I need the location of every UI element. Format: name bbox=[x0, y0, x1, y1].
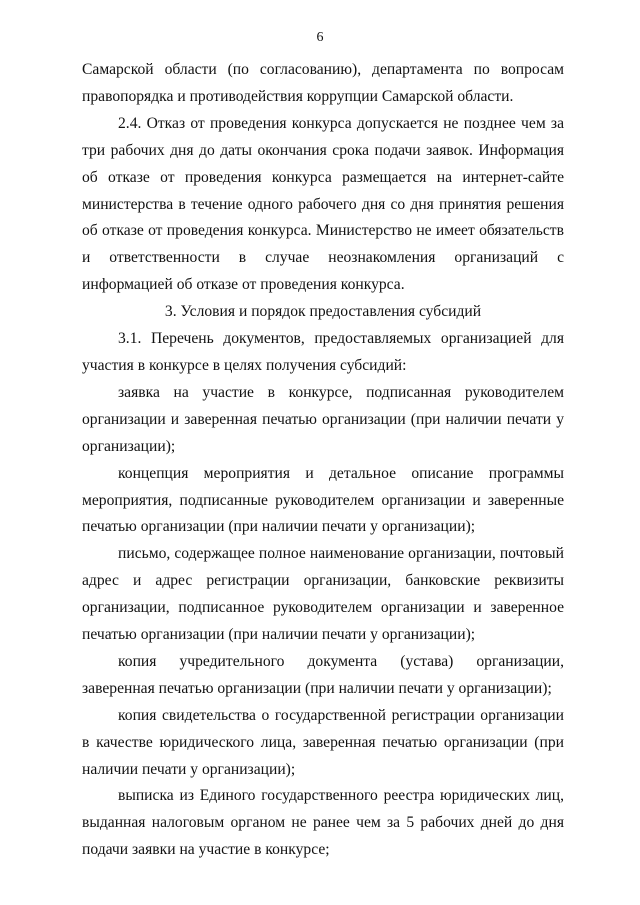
clause-2-4: 2.4. Отказ от проведения конкурса допускается не позднее чем за три рабочих дня до даты окончания срока подачи заявок. Информация об отказе от проведения конкурса размещается на интернет-сайте министерства в течение одного рабочего дня со дня принятия решения об отказе от проведения конкурса. Министерство не имеет обязательств и ответственности в случае неознакомления организаций с информацией об отказе от проведения конкурса. bbox=[82, 114, 564, 294]
document-body bbox=[82, 57, 564, 864]
list-item-registry-extract: выписка из Единого государственного реестра юридических лиц, выданная налоговым органом не ранее чем за 5 рабочих дней до дня подачи заявки на участие в конкурсе; bbox=[82, 787, 564, 859]
section-heading-3: 3. Условия и порядок предоставления субсидий bbox=[164, 303, 482, 321]
list-item-application: заявка на участие в конкурсе, подписанная руководителем организации и заверенная печатью организации (при наличии печати у организации); bbox=[82, 383, 564, 455]
page-number: 6 bbox=[316, 30, 324, 45]
list-item-concept: концепция мероприятия и детальное описание программы мероприятия, подписанные руководителем организации и заверенные печатью организации (при наличии печати у организации); bbox=[82, 464, 564, 536]
clause-3-1: 3.1. Перечень документов, предоставляемых организацией для участия в конкурсе в целях получения субсидий: bbox=[82, 330, 564, 374]
list-item-registration-copy: копия свидетельства о государственной регистрации организации в качестве юридического лица, заверенная печатью организации (при наличии печати у организации); bbox=[82, 706, 564, 778]
paragraph-continuation: Самарской области (по согласованию), департамента по вопросам правопорядка и противодействия коррупции Самарской области. bbox=[82, 61, 564, 105]
list-item-charter-copy: копия учредительного документа (устава) организации, заверенная печатью организации (при наличии печати у организации); bbox=[82, 652, 564, 697]
list-item-letter: письмо, содержащее полное наименование организации, почтовый адрес и адрес регистрации организации, банковские реквизиты организации, подписанное руководителем организации и заверенное печатью организации (при наличии печати у организации); bbox=[82, 545, 564, 644]
